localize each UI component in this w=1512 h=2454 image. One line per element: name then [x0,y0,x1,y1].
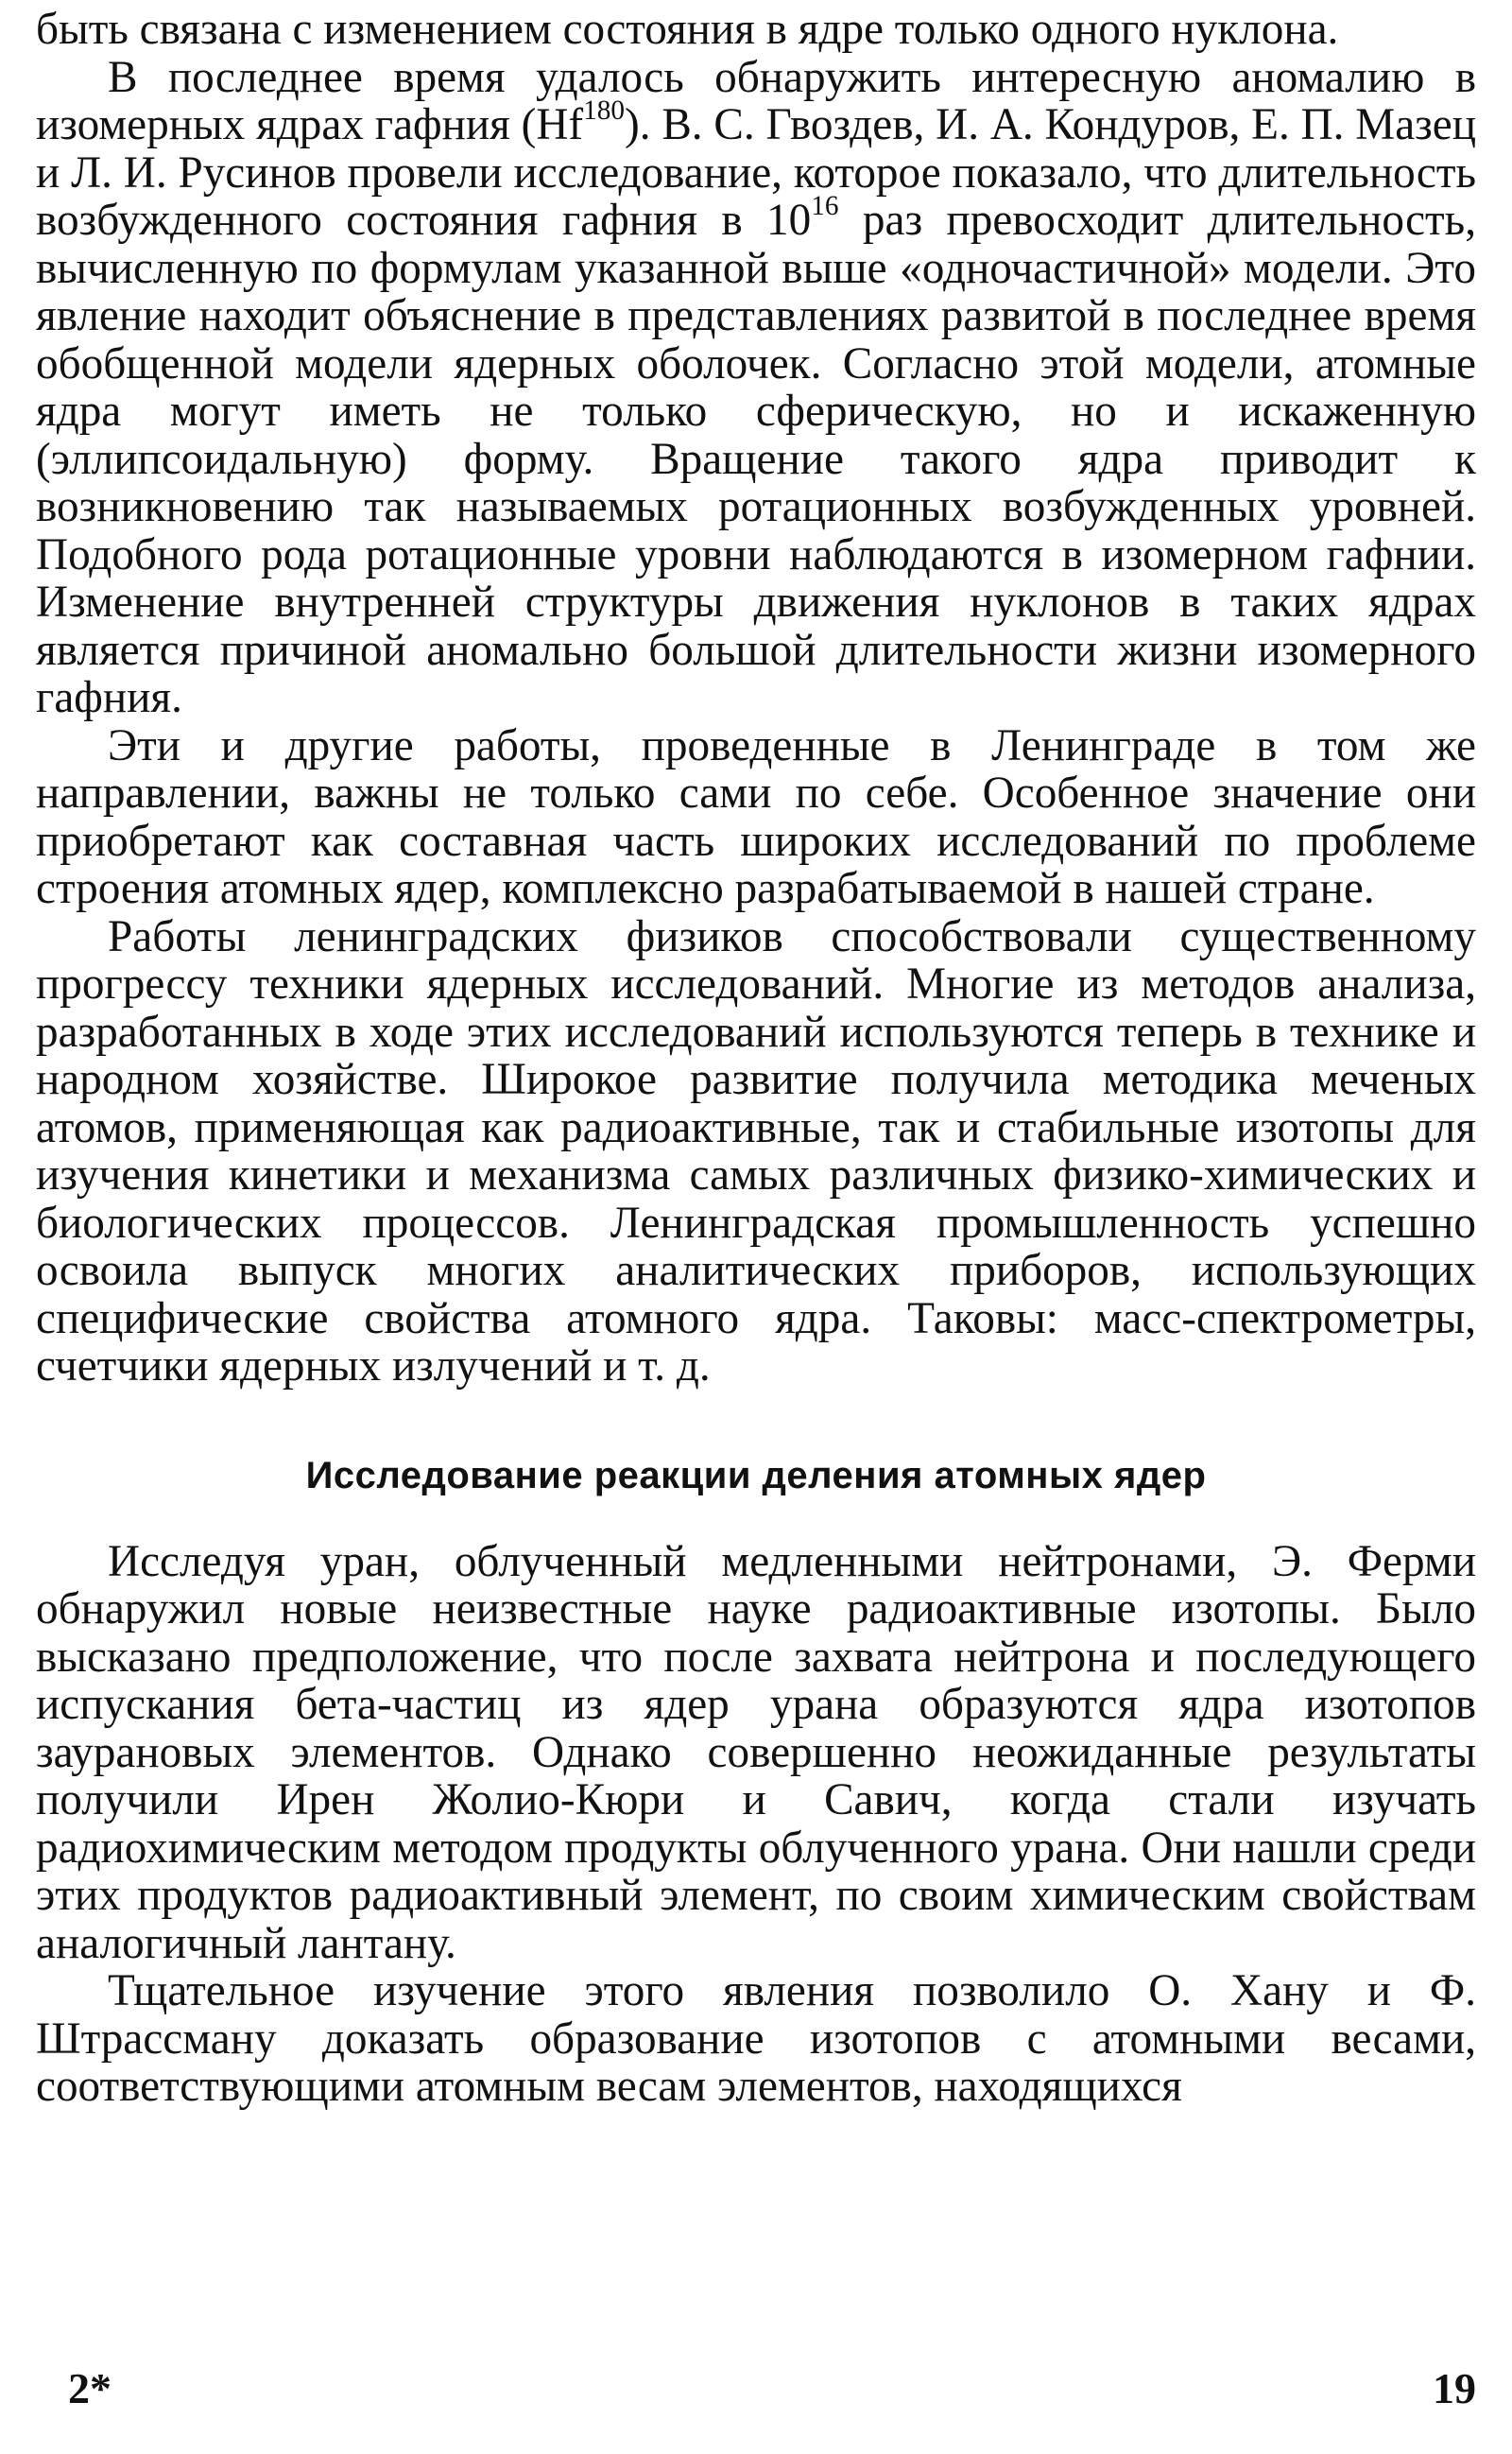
paragraph-continuation: быть связана с изменением состояния в ядре только одного нуклона. [36,5,1339,54]
section-heading: Исследование реакции деления атомных ядер [305,1454,1207,1496]
paragraph-physicists-progress: Работы ленинградских физиков способствовали существенному прогрессу техники ядерных исследований. Многие из методов анализа, разработанных в ходе этих исследований используются теперь в технике и народном хозяйстве. Широкое развитие получила методика меченых атомов, применяющая как радиоактивные, так и стабильные изотопы для изучения кинетики и механизма самых различных физико-химических и биологических процессов. Ленинградская промышленность успешно освоила выпуск многих аналитических приборов, использующих специфические свойства атомного ядра. Таковы: масс-спектрометры, счетчики ядерных излучений и т. д. [36,911,1476,1391]
paragraph-hafnium-anomaly [36,54,1476,722]
paragraph-hafnium-part-1: В последнее время удалось обнаружить интересную аномалию в изомерных ядрах гафния (Hf [36,52,1476,149]
paragraph-hafnium-part-2: ). В. С. Гвоздев, И. А. Кондуров, Е. П. Мазец и Л. И. Русинов провели исследование, которое показало, что длительность возбужденного состояния гафния в 10 [36,100,1476,245]
superscript-exponent: 16 [811,190,839,221]
paragraph-leningrad-work: Эти и другие работы, проведенные в Ленинграде в том же направлении, важны не только сами по себе. Особенное значение они приобретают как составная часть широких исследований по проблеме строения атомных ядер, комплексно разрабатываемой в нашей стране. [36,720,1476,913]
paragraph-hahn-strassmann: Тщательное изучение этого явления позволило О. Хану и Ф. Штрассману доказать образование изотопов с атомными весами, соответствующими атомным весам элементов, находящихся [36,1966,1476,2111]
paragraph-hafnium-part-3: раз превосходит длительность, вычисленную по формулам указанной выше «одночастичной» модели. Это явление находит объяснение в представлениях развитой в последнее время обобщенной модели ядерных оболочек. Согласно этой модели, атомные ядра могут иметь не только сферическую, но и искаженную (эллипсоидальную) форму. Вращение такого ядра приводит к возникновению так называемых ротационных возбужденных уровней. Подобного рода ротационные уровни наблюдаются в изомерном гафнии. Изменение внутренней структуры движения нуклонов в таких ядрах является причиной аномально большой длительности жизни изомерного гафния. [36,196,1476,722]
page-number: 19 [1433,2364,1476,2412]
paragraph-fermi-uranium: Исследуя уран, облученный медленными нейтронами, Э. Ферми обнаружил новые неизвестные науке радиоактивные изотопы. Было высказано предположение, что после захвата нейтрона и последующего испускания бета-частиц из ядер урана образуются ядра изотопов заурановых элементов. Однако совершенно неожиданные результаты получили Ирен Жолио-Кюри и Савич, когда стали изучать радиохимическим методом продукты облученного урана. Они нашли среди этих продуктов радиоактивный элемент, по своим химическим свойствам аналогичный лантану. [36,1536,1476,1968]
book-page [36,6,1476,2448]
superscript-mass-number: 180 [583,95,625,126]
printer-signature-mark: 2* [68,2364,112,2412]
page-footer [36,2363,1476,2420]
